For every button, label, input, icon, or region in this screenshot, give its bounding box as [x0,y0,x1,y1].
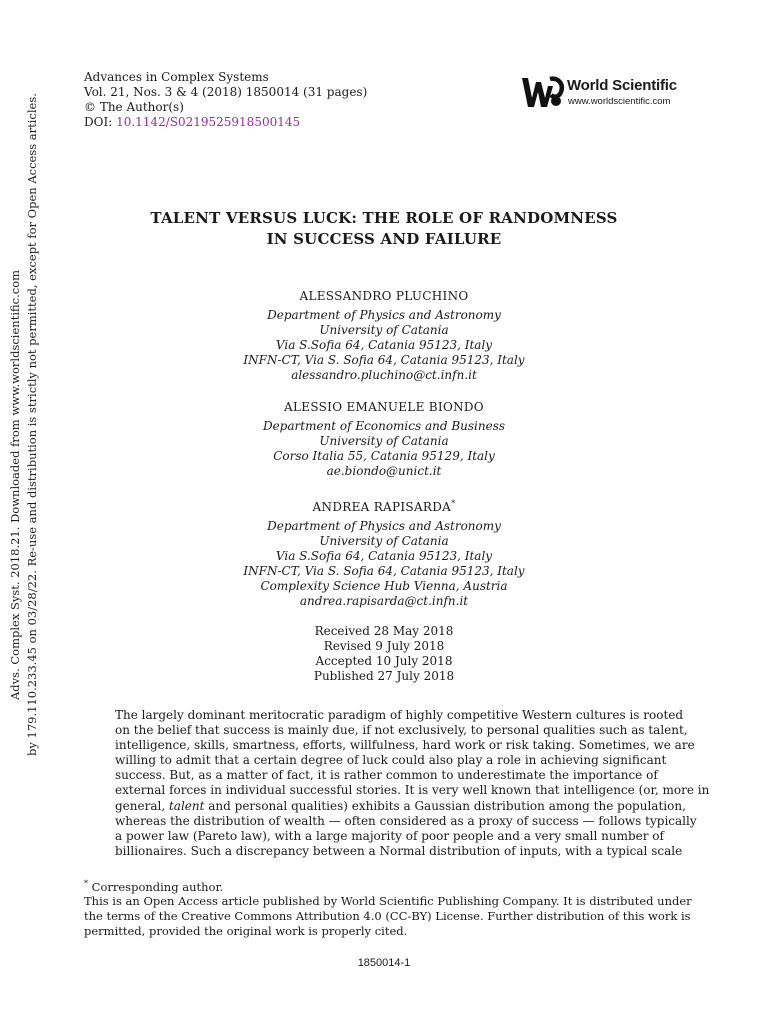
license-line: permitted, provided the original work is properly cited. [84,924,408,938]
author-name: ANDREA RAPISARDA* [312,499,456,514]
world-scientific-logo-icon [520,74,564,110]
abstract-line: general, talent and personal qualities) exhibits a Gaussian distribution among the population, [115,798,686,813]
author-block-1 [150,289,618,383]
abstract-line: external forces in individual successful stories. It is very well known that intelligence (or, more in [115,783,710,798]
journal-name: Advances in Complex Systems [84,70,269,84]
abstract-line: whereas the distribution of wealth — often considered as a proxy of success — follows typically [115,813,697,828]
author-name: ALESSIO EMANUELE BIONDO [284,400,484,414]
date-accepted: Accepted 10 July 2018 [315,654,453,668]
author-block-2 [150,400,618,479]
author-email[interactable]: ae.biondo@unict.it [326,464,442,478]
author-address: Via S.Sofia 64, Catania 95123, Italy [275,549,493,563]
journal-volume: Vol. 21, Nos. 3 & 4 (2018) 1850014 (31 pages) [84,85,368,99]
date-published: Published 27 July 2018 [313,669,455,683]
author-address: Corso Italia 55, Catania 95129, Italy [273,449,495,463]
author-address-2: INFN-CT, Via S. Sofia 64, Catania 95123, Italy [243,564,525,578]
author-department: Department of Physics and Astronomy [267,519,501,533]
download-notice-line-2: by 179.110.233.45 on 03/28/22. Re-use and distribution is strictly not permitted, except for Open Access articles. [25,93,39,756]
abstract-line: intelligence, skills, smartness, efforts, willfulness, hard work or risk taking. Sometimes, we are [115,738,695,753]
footnote-text: Corresponding author. [91,879,224,894]
paper-title-line-2: IN SUCCESS AND FAILURE [266,230,502,248]
page-number: 1850014-1 [357,957,411,969]
author-department: Department of Physics and Astronomy [267,308,501,322]
author-email[interactable]: andrea.rapisarda@ct.infn.it [299,594,469,608]
publisher-url[interactable]: www.worldscientific.com [568,96,671,107]
license-line: the terms of the Creative Commons Attribution 4.0 (CC-BY) License. Further distribution of this work is [84,909,691,923]
dates-block [150,624,618,684]
paper-title-line-1: TALENT VERSUS LUCK: THE ROLE OF RANDOMNESS [150,209,618,227]
abstract-line: billionaires. Such a discrepancy between a Normal distribution of inputs, with a typical scale [115,843,683,858]
author-university: University of Catania [319,534,449,548]
abstract-line: The largely dominant meritocratic paradigm of highly competitive Western cultures is rooted [115,708,684,722]
license-line: This is an Open Access article published by World Scientific Publishing Company. It is distributed under [84,894,692,908]
author-department: Department of Economics and Business [262,419,506,433]
abstract-line: success. But, as a matter of fact, it is rather common to underestimate the importance of [115,768,658,783]
abstract-emphasis: talent [168,798,205,813]
publisher-logo[interactable] [520,74,720,110]
author-university: University of Catania [319,434,449,448]
abstract-line: willing to admit that a certain degree of luck could also play a role in achieving significant [115,753,667,768]
author-address: Via S.Sofia 64, Catania 95123, Italy [275,338,493,352]
footnote-marker: * [84,879,88,888]
journal-copyright: © The Author(s) [84,100,184,114]
journal-doi [84,115,367,130]
corresponding-author-footnote [84,876,223,895]
doi-label: DOI: [84,115,113,129]
author-university: University of Catania [319,323,449,337]
doi-link[interactable]: 10.1142/S0219525918500145 [116,115,301,129]
download-notice-line-1: Advs. Complex Syst. 2018.21. Downloaded from www.worldscientific.com [8,269,22,700]
abstract-line: on the belief that success is mainly due, if not exclusively, to personal qualities such as talent, [115,723,688,738]
author-address-2: INFN-CT, Via S. Sofia 64, Catania 95123, Italy [243,353,525,367]
license-footnote [84,894,692,939]
date-revised: Revised 9 July 2018 [323,639,445,653]
date-received: Received 28 May 2018 [314,624,454,638]
abstract [115,708,710,859]
author-block-3 [150,496,618,609]
corresponding-marker: * [451,499,456,508]
author-email[interactable]: alessandro.pluchino@ct.infn.it [291,368,477,382]
author-name: ALESSANDRO PLUCHINO [299,289,469,303]
abstract-line: a power law (Pareto law), with a large majority of poor people and a very small number of [115,828,664,843]
journal-header [84,70,367,130]
publisher-name: World Scientific [567,77,677,94]
author-address-3: Complexity Science Hub Vienna, Austria [260,579,508,593]
